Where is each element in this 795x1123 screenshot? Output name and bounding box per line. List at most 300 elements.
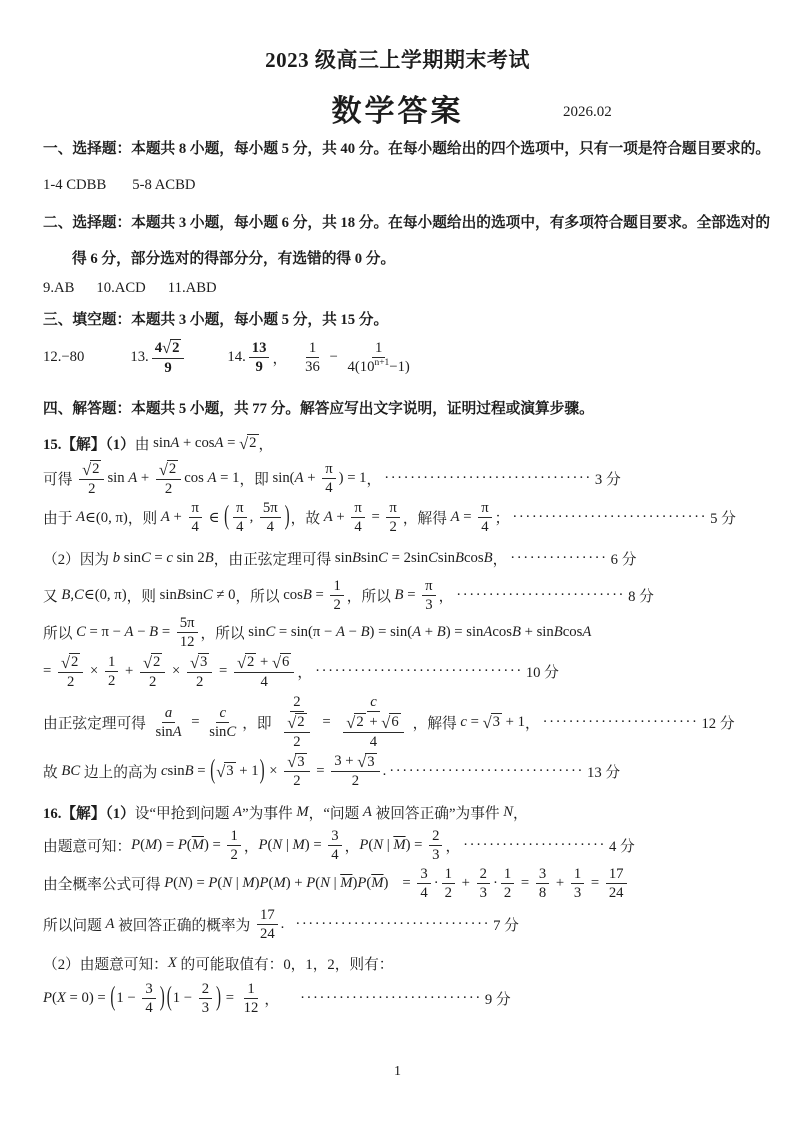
math-variable: A xyxy=(412,624,422,641)
text-run: ， xyxy=(264,991,280,1008)
radicand xyxy=(151,653,162,671)
math-variable: A xyxy=(233,804,243,821)
fraction-denominator xyxy=(105,672,118,689)
math-variable: a xyxy=(164,704,173,721)
math-run: 2 xyxy=(71,654,79,671)
math-sqrt xyxy=(61,653,80,671)
p16-intro xyxy=(43,802,755,824)
math-run: ( xyxy=(217,875,223,892)
fraction-denominator xyxy=(257,925,278,942)
p15-part2-6pts xyxy=(43,548,755,570)
text-run: （2）因为 xyxy=(43,552,113,568)
math-variable: B xyxy=(176,586,186,603)
text-run: ，即 xyxy=(242,715,276,732)
answers-12-14 xyxy=(43,339,755,376)
math-variable: A xyxy=(170,434,180,451)
radicand xyxy=(247,434,258,452)
math-variable: N xyxy=(178,875,188,892)
radical-sign: √ xyxy=(239,433,249,453)
math-variable: B xyxy=(204,550,214,566)
math-run: 3 xyxy=(479,885,487,902)
math-run: 1 − xyxy=(116,989,140,1006)
fraction-denominator xyxy=(349,772,362,789)
math-run: 2 xyxy=(293,694,301,711)
fraction-numerator xyxy=(306,340,319,358)
fraction-numerator xyxy=(79,460,104,480)
text-run: 8 分 xyxy=(628,588,654,605)
math-variable: B xyxy=(394,586,404,603)
math-run: + xyxy=(137,470,153,487)
text-run: 四、解答题：本题共 5 小题，共 77 分。解答应写出文字说明，证明过程或演算步骤。 xyxy=(43,400,594,417)
math-paren: ( xyxy=(224,502,230,532)
section2-heading-line2 xyxy=(72,246,755,268)
math-run: | xyxy=(282,836,293,853)
math-run: ) = sin xyxy=(445,624,484,641)
text-run: 4 分 xyxy=(608,838,635,855)
math-fraction xyxy=(187,653,212,690)
radicand xyxy=(198,653,209,671)
radicand xyxy=(295,713,306,731)
p15-step-10pts xyxy=(43,653,755,690)
math-fraction xyxy=(189,500,202,535)
math-fraction xyxy=(337,694,409,750)
fraction-numerator xyxy=(536,866,549,884)
text-run: ， xyxy=(492,552,508,568)
math-run: + xyxy=(552,875,568,892)
math-fraction xyxy=(227,828,240,863)
math-sqrt xyxy=(216,762,235,780)
math-run: 3 xyxy=(145,980,153,997)
text-run: 所以 xyxy=(43,626,77,643)
text-run: 又 xyxy=(43,588,62,605)
math-fraction xyxy=(478,500,491,535)
math-fraction xyxy=(79,460,104,497)
text-run: ，所以 xyxy=(235,588,284,605)
math-fraction xyxy=(153,705,185,740)
math-run: ∈(0, π) xyxy=(85,509,128,526)
math-run: 4 xyxy=(145,999,153,1016)
math-run: = xyxy=(158,624,174,641)
math-run: sin xyxy=(185,586,203,603)
fraction-denominator xyxy=(417,884,430,901)
math-run: ( xyxy=(268,875,274,892)
math-run: sin xyxy=(248,624,266,641)
text-run: . xyxy=(382,762,387,779)
math-run: 4 xyxy=(369,734,378,751)
math-run: sin xyxy=(153,434,171,451)
math-run: 3 xyxy=(331,827,339,844)
math-variable: B xyxy=(483,550,493,566)
spacer xyxy=(287,357,299,358)
math-run: = xyxy=(311,586,328,603)
math-run: + xyxy=(457,875,474,892)
fraction-denominator xyxy=(162,480,175,497)
p15-step-5pts xyxy=(43,500,755,535)
text-run: ， xyxy=(243,838,259,855)
math-run: = 1 xyxy=(216,470,240,487)
text-run: ，则 xyxy=(126,588,160,605)
math-fraction xyxy=(571,866,584,901)
radical-sign: √ xyxy=(357,751,367,771)
radical-sign: √ xyxy=(237,652,247,672)
text-run: 12 分 xyxy=(701,715,735,732)
math-fraction xyxy=(249,340,270,375)
spacer xyxy=(279,998,297,999)
section1-heading xyxy=(43,136,771,158)
math-variable: X xyxy=(56,989,66,1006)
math-run: cos xyxy=(283,586,303,603)
math-run: 4 xyxy=(325,480,333,497)
math-run: sin( xyxy=(272,470,295,487)
text-run: ，解得 xyxy=(402,511,451,528)
math-fraction xyxy=(278,694,315,750)
math-variable: P xyxy=(164,875,174,892)
math-run: cos xyxy=(492,624,512,641)
math-fraction xyxy=(417,866,430,901)
math-run: ( xyxy=(140,836,146,853)
radicand xyxy=(280,653,291,671)
radicand xyxy=(354,713,365,731)
math-variable: B xyxy=(360,624,370,641)
math-fraction xyxy=(156,460,181,497)
math-run: ≠ 0 xyxy=(212,586,236,603)
math-run: π xyxy=(354,500,362,517)
math-variable: A xyxy=(76,509,86,526)
fraction-numerator xyxy=(162,705,175,723)
math-run: , xyxy=(70,586,75,603)
radical-sign: √ xyxy=(482,712,492,732)
fraction-numerator xyxy=(140,653,165,673)
math-run: 3 xyxy=(538,865,547,882)
text-run: ，解得 xyxy=(412,715,461,732)
text-run: 所以问题 xyxy=(43,918,106,935)
math-run: + xyxy=(421,624,437,641)
fraction-denominator xyxy=(367,733,380,750)
math-sqrt xyxy=(237,653,256,671)
math-run: 1 xyxy=(308,339,317,356)
math-paren: ( xyxy=(110,982,116,1012)
fraction-denominator xyxy=(193,673,206,690)
math-run: 9 xyxy=(164,359,172,376)
text-run: ， xyxy=(258,436,274,453)
math-run: 2 xyxy=(172,340,180,356)
text-run: 由全概率公式可得 xyxy=(43,877,165,894)
math-run: π xyxy=(236,500,244,517)
answers-9-11 xyxy=(43,277,755,299)
fraction-numerator xyxy=(290,694,303,712)
math-fraction xyxy=(351,500,364,535)
text-run: ，由正弦定理可得 xyxy=(213,552,335,568)
radicand xyxy=(90,460,101,478)
fraction-numerator xyxy=(152,339,185,359)
math-run: 1 xyxy=(573,865,582,882)
math-paren: ) xyxy=(284,502,290,532)
subject-title: 数学答案 xyxy=(331,95,464,128)
math-run: ) = 1 xyxy=(338,470,367,487)
math-overline: $\overline{M}$ xyxy=(191,836,204,853)
fraction-numerator xyxy=(417,866,430,884)
fraction-numerator xyxy=(351,500,364,518)
radical-sign: √ xyxy=(272,652,282,672)
math-run: + xyxy=(303,470,320,487)
math-run: 12.−80 xyxy=(43,349,85,366)
math-fraction xyxy=(233,500,246,535)
math-run: cos xyxy=(562,624,583,641)
math-run: 1-4 CDBB xyxy=(43,176,107,193)
math-run: 2 xyxy=(444,885,452,902)
text-run: 故 xyxy=(43,764,62,781)
fraction-denominator xyxy=(64,673,77,690)
math-run: 2 xyxy=(432,827,440,844)
text-run: 由正弦定理可得 xyxy=(43,715,150,732)
fraction-denominator xyxy=(142,999,155,1016)
math-variable: A xyxy=(483,624,493,641)
spacer xyxy=(388,883,402,884)
fraction-numerator xyxy=(177,615,198,633)
text-run: ，即 xyxy=(239,472,273,489)
math-run: 8 xyxy=(538,885,547,902)
p15-step-3pts xyxy=(43,460,755,497)
math-run: sin xyxy=(107,470,129,487)
math-run: cos xyxy=(464,550,484,566)
fraction-numerator xyxy=(442,866,455,884)
math-run: , xyxy=(249,509,257,526)
math-run: = sin(π − xyxy=(275,624,336,641)
math-run: 1 xyxy=(333,577,341,594)
math-variable: M xyxy=(242,875,255,892)
math-run: = xyxy=(587,875,603,892)
math-run: + 1 xyxy=(501,713,525,730)
math-run: 5-8 ACBD xyxy=(132,176,196,193)
text-run: ， xyxy=(272,351,288,368)
math-variable: C xyxy=(265,624,276,641)
math-fraction xyxy=(284,753,309,790)
math-run: 4(10 xyxy=(347,359,375,376)
math-run: π xyxy=(481,500,489,517)
math-run: 3 xyxy=(297,753,305,770)
math-run: ) = xyxy=(157,836,178,853)
spacer xyxy=(146,288,168,289)
math-sqrt xyxy=(143,653,162,671)
math-paren: ) xyxy=(216,982,222,1012)
dot-leader: ··············· xyxy=(510,550,608,566)
math-run: × xyxy=(265,762,282,779)
text-run: ， xyxy=(366,472,382,489)
fraction-denominator xyxy=(422,596,435,613)
radicand xyxy=(167,460,178,478)
text-run: 被回答正确”为事件 xyxy=(371,806,504,823)
math-variable: M xyxy=(145,836,158,853)
text-run: 7 分 xyxy=(493,918,519,935)
fraction-numerator xyxy=(322,461,335,479)
answers-1-8 xyxy=(43,174,755,196)
math-run: 1 − xyxy=(172,989,196,1006)
fraction-numerator xyxy=(244,981,257,999)
fraction-denominator xyxy=(478,518,491,535)
math-run: 2 xyxy=(201,980,210,997)
math-variable: B xyxy=(511,624,521,641)
dot-leader: ······························ xyxy=(295,916,491,933)
p16-step-7pts xyxy=(43,907,755,942)
text-run: 9 分 xyxy=(484,991,511,1008)
math-fraction xyxy=(58,653,83,690)
math-run: 6 xyxy=(282,654,290,671)
math-run: ) = sin( xyxy=(369,624,413,641)
math-fraction xyxy=(199,981,212,1016)
text-run: 三、填空题：本题共 3 小题，每小题 5 分，共 15 分。 xyxy=(43,311,389,328)
math-run: π xyxy=(425,577,433,594)
radicand xyxy=(365,753,376,771)
math-fraction xyxy=(477,866,490,901)
math-variable: P xyxy=(208,875,218,892)
math-run: 5π xyxy=(179,614,195,631)
math-run: 3 xyxy=(492,714,500,731)
math-run: + xyxy=(365,714,382,731)
math-run: + 1 xyxy=(235,762,259,779)
math-variable: B xyxy=(436,624,446,641)
math-sqrt xyxy=(287,713,306,731)
math-run: −1) xyxy=(389,359,410,376)
text-run: 可得 xyxy=(43,472,77,489)
math-run: + cos xyxy=(179,434,215,451)
math-run: ) xyxy=(352,875,358,892)
text-run: ，所以 xyxy=(346,588,395,605)
math-variable: C xyxy=(202,586,213,603)
math-variable: c xyxy=(370,694,377,711)
fraction-numerator xyxy=(372,340,385,358)
spacer xyxy=(187,357,227,358)
fraction-numerator xyxy=(234,653,294,673)
math-run: ( xyxy=(186,836,192,853)
math-variable: A xyxy=(207,470,217,487)
math-fraction xyxy=(422,578,435,613)
text-run: ， xyxy=(445,838,461,855)
math-run: sin xyxy=(334,550,353,566)
fraction-denominator xyxy=(278,712,315,750)
math-run: ) = xyxy=(304,836,326,853)
math-run: sin xyxy=(361,550,379,566)
math-run: 4 xyxy=(354,519,362,536)
math-run: 4 xyxy=(191,519,199,536)
math-variable: X xyxy=(167,955,177,972)
text-run: 设“甲抢到问题 xyxy=(134,806,234,823)
fraction-denominator xyxy=(264,518,277,535)
math-fraction xyxy=(140,653,165,690)
math-run: 4 xyxy=(260,674,268,691)
fraction-denominator xyxy=(330,596,343,613)
spacer xyxy=(284,924,292,925)
math-run: + sin xyxy=(520,624,554,641)
fraction-denominator xyxy=(351,518,364,535)
fraction-numerator xyxy=(330,578,343,596)
math-fraction xyxy=(429,828,442,863)
fraction-denominator xyxy=(606,884,627,901)
fraction-denominator xyxy=(501,884,514,901)
fraction-numerator xyxy=(571,866,584,884)
fraction-denominator xyxy=(153,723,185,740)
p16-total-probability xyxy=(43,866,755,901)
text-run: ； xyxy=(494,511,510,528)
math-variable: A xyxy=(214,434,224,451)
math-run: 2 xyxy=(153,654,161,671)
bold-text-run: 15.【解】（1） xyxy=(43,436,135,453)
math-run: 6 xyxy=(391,714,399,731)
math-run: ( xyxy=(366,875,372,892)
radicand xyxy=(170,339,181,357)
math-run: = xyxy=(193,762,210,779)
math-run: 1 xyxy=(503,865,512,882)
radical-sign: √ xyxy=(287,751,297,771)
math-sqrt xyxy=(162,339,181,357)
text-run: ， xyxy=(344,838,360,855)
math-fraction xyxy=(386,500,399,535)
math-paren: ( xyxy=(166,982,172,1012)
math-run: 13 xyxy=(251,339,267,356)
text-run: 由题意可知： xyxy=(43,838,132,855)
math-run: + xyxy=(332,509,349,526)
fraction-numerator xyxy=(156,460,181,480)
math-sqrt xyxy=(272,653,291,671)
math-paren: ( xyxy=(210,755,216,785)
math-variable: B xyxy=(149,624,159,641)
math-fraction xyxy=(257,907,278,942)
math-run: + xyxy=(256,654,273,671)
math-run: ) = xyxy=(405,836,427,853)
radical-sign: √ xyxy=(216,761,226,781)
fraction-denominator xyxy=(322,479,335,496)
math-fraction xyxy=(302,340,323,375)
radicand xyxy=(491,713,502,731)
fraction-numerator xyxy=(257,907,278,925)
math-variable: N xyxy=(503,804,514,821)
page-number: 1 xyxy=(394,1064,401,1079)
math-variable: b xyxy=(112,550,121,566)
math-run: ) = xyxy=(203,836,225,853)
text-run: . xyxy=(280,916,285,933)
math-run: sin xyxy=(209,723,227,740)
radicand xyxy=(69,653,80,671)
fraction-numerator xyxy=(429,828,442,846)
math-run: 2 xyxy=(297,714,305,731)
math-variable: B xyxy=(302,586,312,603)
math-variable: P xyxy=(43,989,52,1006)
math-run: ( xyxy=(267,836,273,853)
math-superscript: n+1 xyxy=(374,357,390,368)
math-fraction xyxy=(442,866,455,901)
math-variable: P xyxy=(357,875,367,892)
math-variable: A xyxy=(128,470,138,487)
math-paren: ) xyxy=(159,982,165,1012)
fraction-denominator xyxy=(442,884,455,901)
math-variable: C xyxy=(140,550,151,566)
fraction-numerator xyxy=(501,866,514,884)
p15-step-8pts xyxy=(43,578,755,613)
math-run: = xyxy=(466,713,483,730)
math-run: ( xyxy=(51,989,57,1006)
math-run: = xyxy=(215,663,231,680)
math-run: 4 xyxy=(420,885,428,902)
math-variable: P xyxy=(177,836,187,853)
math-variable: N xyxy=(373,836,384,853)
fraction-denominator xyxy=(571,884,584,901)
math-run: 2 xyxy=(293,773,301,790)
fraction-numerator xyxy=(187,653,212,673)
math-run: sin xyxy=(120,550,141,566)
spacer xyxy=(106,185,132,186)
math-run: sin 2 xyxy=(172,550,205,566)
math-run: 3 xyxy=(226,763,234,780)
math-run: ( xyxy=(368,836,374,853)
